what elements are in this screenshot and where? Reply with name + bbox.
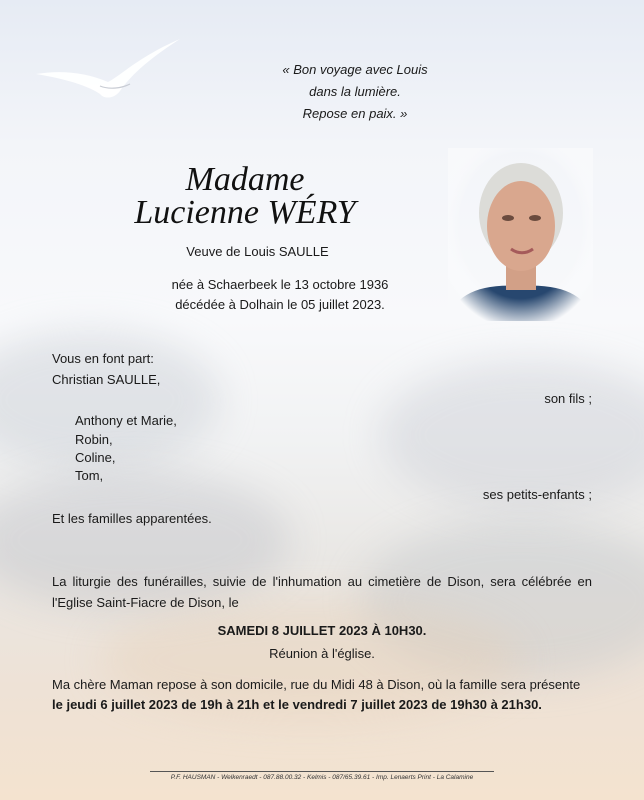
visit-dates: le jeudi 6 juillet 2023 de 19h à 21h et le vendredi 7 juillet 2023 de 19h30 à 21h30. [52,697,542,712]
grandchildren-role: ses petits-enfants ; [482,487,592,502]
grandchild-2: Robin, [75,432,113,447]
gathering-note: Réunion à l'église. [269,646,375,661]
quote-line-1: « Bon voyage avec Louis [282,62,428,77]
quote-line-2: dans la lumière. [309,84,401,99]
memorial-quote [210,59,500,125]
grandchild-1: Anthony et Marie, [75,413,177,428]
son-role: son fils ; [544,391,592,406]
widow-of: Veuve de Louis SAULLE [186,244,329,259]
death-info: décédée à Dolhain le 05 juillet 2023. [175,297,385,312]
announce-label: Vous en font part: [52,351,154,366]
portrait-photo [448,148,593,321]
son-name: Christian SAULLE, [52,372,161,387]
liturgy-paragraph: La liturgie des funérailles, suivie de l'inhumation au cimetière de Dison, sera célébrée en l'Eglise Saint-Fiacre de Dison, le [52,574,592,610]
ceremony-date: SAMEDI 8 JUILLET 2023 À 10H30. [217,623,427,638]
quote-line-3: Repose en paix. » [302,106,408,121]
footer-credits: P.F. HAUSMAN - Welkenraedt - 087.88.00.32 - Kelmis - 087/65.39.61 - Imp. Lenaerts Print - La Calamine [170,774,474,781]
grandchild-4: Tom, [75,468,104,483]
seagull-image [30,36,185,106]
visit-text: Ma chère Maman repose à son domicile, rue du Midi 48 à Dison, où la famille sera présente [52,677,581,692]
footer-divider [150,771,494,772]
life-dates [100,275,460,315]
grandchild-3: Coline, [75,450,116,465]
families-line: Et les familles apparentées. [52,511,212,526]
title-salutation: Madame [185,161,305,198]
birth-info: née à Schaerbeek le 13 octobre 1936 [171,277,389,292]
deceased-name: Lucienne WÉRY [134,194,356,231]
